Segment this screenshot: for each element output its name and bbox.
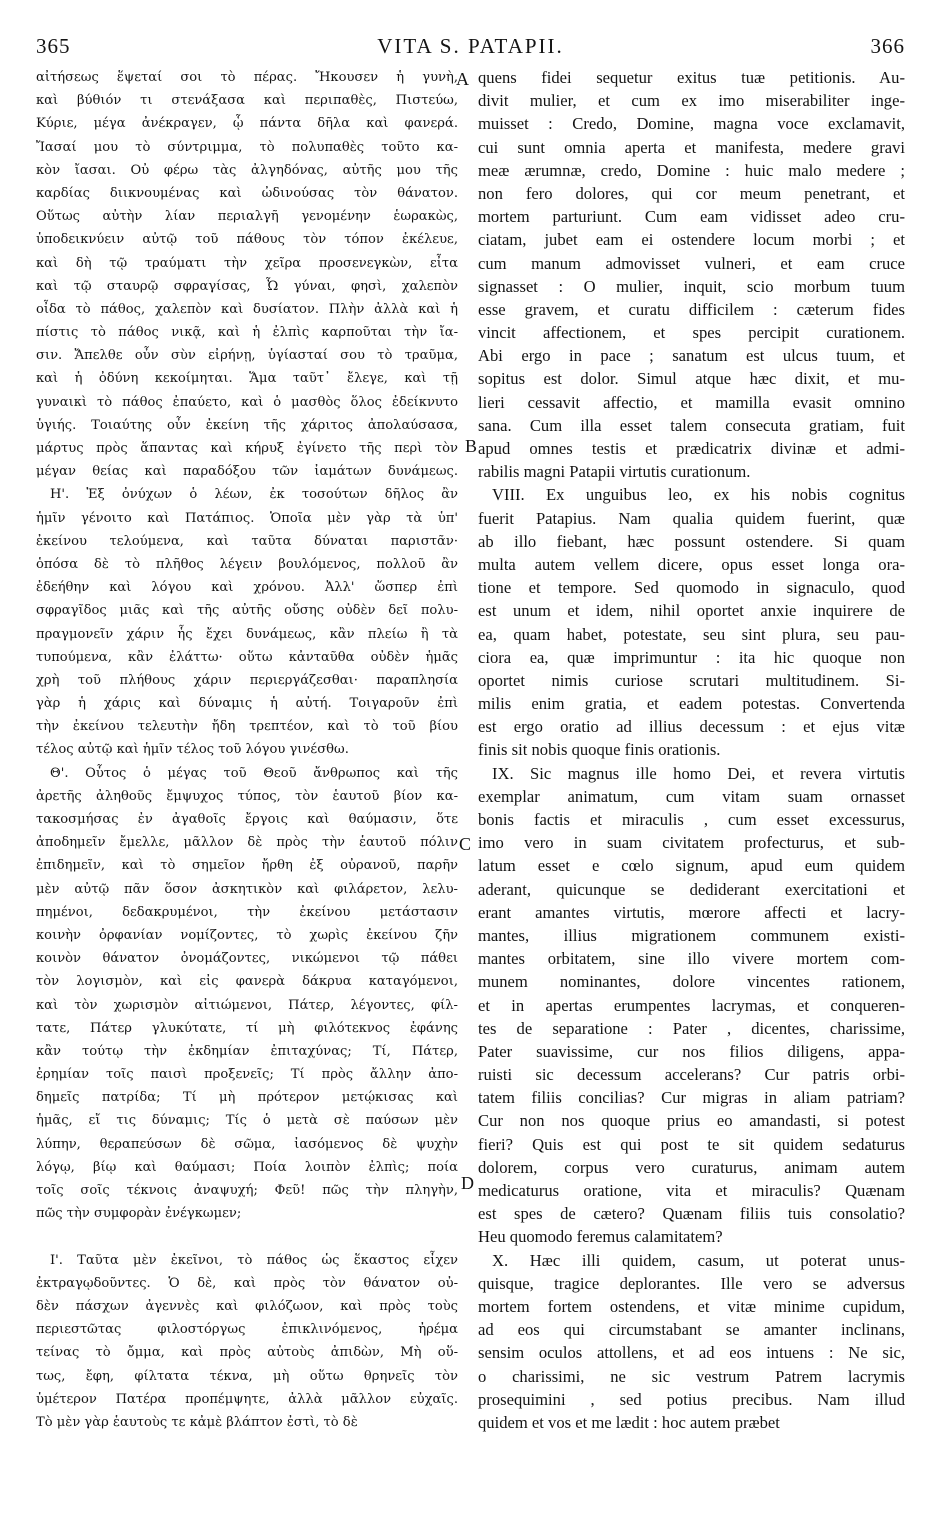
greek-text-line: μάρτυς πρὸς ἅπαντας καὶ κήρυξ ἐγίνετο τῆς περὶ τὸν [36, 441, 458, 456]
greek-text-line: χρὴ τοῦ πλήθους χάριν περιεργάζεσθαι· παραπλησία [36, 672, 458, 688]
greek-text-column [36, 66, 458, 1434]
greek-text-line: τὸν λογισμὸν, καὶ εἰς φανερὰ δάκρυα καταγόμενοι, [36, 974, 458, 990]
latin-text-line: mortem parturiunt. Cum eam vidisset adeo cru- [478, 207, 905, 227]
greek-text-line: κὸν ἴασαι. Οὐ φέρω τὰς ἀλγηδόνας, αὐτῆς μου τῆς [36, 162, 458, 178]
greek-text-line: Ἴασαί μου τὸ σύντριμμα, τὸ πολυπαθὲς τοῦτο κα- [36, 139, 458, 155]
section-marker-d: D [461, 1173, 474, 1193]
latin-text-line: exemplar animatum, cum vitam suam ornasset [478, 786, 905, 806]
latin-text-line: non fero dolores, qui cor meum penetrant, et [478, 183, 905, 203]
greek-text-line: οἶδα τὸ πάθος, χαλεπὸν καὶ δυσίατον. Πλὴν ἀλλὰ καὶ ἡ [36, 301, 458, 317]
greek-text-line: δὲν πάσχων ἀγεννὲς καὶ φιλόζωον, καὶ πρὸς τοὺς [36, 1298, 458, 1314]
greek-text-line: Η'. Ἐξ ὀνύχων ὁ λέων, ἐκ τοσούτων δῆλος ἂν [50, 487, 458, 503]
latin-text-column [478, 66, 905, 1434]
greek-text-line: ἐπιδημεῖν, καὶ τὸ σημεῖον ἤρθη ἐξ οὐρανοῦ, παρῆν [36, 858, 458, 874]
latin-text-line: esse gravem, et curatu difficilem : cæterum fides [478, 299, 905, 319]
latin-text-line: quisque, tragice deplorantes. Ille vero se adversus [478, 1273, 905, 1293]
greek-text-line: καὶ βύθιόν τι στενάξασα καὶ περιπαθὲς, Πιστεύω, [36, 93, 458, 109]
latin-text-line: Heu quomodo feremus calamitatem? [478, 1227, 723, 1247]
latin-text-line: rabilis magni Patapii virtutis curationum. [478, 462, 751, 482]
running-title: VITA S. PATAPII. [377, 34, 564, 58]
greek-text-line: τατε, Πάτερ γλυκύτατε, τί μὴ φιλότεκνος ἐφάνης [36, 1020, 458, 1036]
greek-text-line: γὰρ ἡ χάρις καὶ δύναμις ἡ αὐτή. Τοιγαροῦν ἐπὶ [36, 696, 458, 712]
greek-text-line: ἐκείνου τελούμενα, καὶ ταῦτα δύναται παριστᾶν· [36, 533, 458, 549]
latin-text-line: ciatam, jubet eam ei ostendere locum morbi ; et [478, 230, 905, 250]
latin-text-line: aderant, quicunque se dediderant exercitationi et [478, 879, 905, 899]
greek-blank-line [36, 1225, 458, 1248]
latin-text-line: cum manum admovisset vulneri, et eam cruce [478, 253, 905, 273]
latin-text-line: tione et tempore. Sed quomodo in signaculo, quod [478, 578, 905, 598]
latin-text-line: IX. Sic magnus ille homo Dei, et revera virtutis [492, 763, 905, 783]
section-marker-a: A [456, 69, 469, 89]
latin-text-line: X. Hæc illi quidem, casum, ut poterat unus- [492, 1250, 905, 1270]
greek-text-line: τοῖς σοῖς τέκνοις ἀναψυχή; Φεῦ! πῶς τὴν πληγὴν, [36, 1183, 458, 1198]
latin-text-line: dolorem, corpus vero curaturus, animam autem [478, 1157, 905, 1177]
greek-text-line: τυπούμενα, κἂν ἐλάττω· οὕτω κἀνταῦθα οὐδὲν ἡμᾶς [36, 649, 458, 665]
greek-text-line: κοινὴν ὀρφανίαν νομίζοντες, τὸ χωρὶς ἐκείνου ζῆν [36, 927, 458, 943]
latin-text-line: fieri? Quis est qui post te sit quidem sedaturus [478, 1134, 905, 1154]
latin-text-line: ruisti sic decessum accelerans? Cur patris orbi- [478, 1065, 905, 1085]
greek-text-line: περιεστῶτας φιλοστόργως ἐπικλινόμενος, ἠρέμα [36, 1322, 458, 1338]
greek-text-line: ἐκτραγῳδοῦντες. Ὁ δὲ, καὶ πρὸς τὸν θάνατον οὐ- [36, 1275, 458, 1291]
greek-text-line: δημεῖς πατρίδα; Τί μὴ πρότερον μετῴκισας καὶ [36, 1090, 458, 1106]
latin-text-line: ciora ea, quæ imprimuntur : ita hic quoque non [478, 647, 905, 667]
greek-text-line: αἰτήσεως ἕψεταί σοι τὸ πέρας. Ἤκουσεν ἡ γυνὴ, [36, 70, 458, 85]
greek-text-line: Κύριε, μέγα ἀνέκραγεν, ᾧ πάντα δῆλα καὶ φανερά. [36, 116, 458, 132]
greek-text-line: σφραγῖδος μιᾶς καὶ τῆς αὐτῆς οὔσης οὐδὲν δεῖ πολυ- [36, 603, 458, 619]
latin-text-line: ad eos qui circumstabant se amanter inclinans, [478, 1320, 905, 1340]
latin-text-line: signasset : O mulier, inquit, scio morbum tuum [478, 276, 905, 296]
latin-text-line: VIII. Ex unguibus leo, ex his nobis cognitus [492, 485, 905, 505]
latin-text-line: multa autem vellem dicere, opus esset longa ora- [478, 554, 905, 574]
greek-text-line: λόγῳ, βίῳ καὶ θαύμασι; Ποία λοιπὸν ἐλπὶς; ποία [36, 1159, 458, 1175]
latin-text-line: apud omnes testis et prædicatrix divinæ et admi- [478, 439, 905, 458]
greek-text-line: ὑποδεικνύειν αὐτῷ τοῦ πάθους τὸν τόπον ἐκέλευε, [36, 232, 458, 248]
latin-text-line: est spes de cætero? Quænam filiis tuis consolatio? [478, 1204, 905, 1224]
greek-text-line: ἐρημίαν τοῖς παισὶ προξενεῖς; Τί πρὸς ἄλλην ἀπο- [36, 1067, 458, 1083]
greek-text-line: τακοσμήσας ἐν ἀγαθοῖς ἔργοις καὶ θαύμασιν, ὅτε [36, 812, 458, 827]
latin-text-line: Abi ergo in pace ; sanatum est ulcus tuum, et [478, 346, 905, 366]
latin-text-line: divit mulier, et cum ex imo miserabiliter inge- [478, 91, 905, 111]
greek-text-line: μέγαν θείας καὶ παραδόξου τῶν ἰαμάτων δυνάμεως. [36, 464, 458, 480]
latin-text-line: lieri cessavit affectio, et mamilla evasit omnino [478, 392, 905, 412]
latin-text-line: mortem fortem ostendens, et vitæ minime cupidum, [478, 1296, 905, 1316]
greek-text-line: κοινὸν θάνατον ὀνομάζοντες, νικώμενοι τῷ πάθει [36, 951, 458, 967]
latin-text-line: ab illo fiebant, hæc possunt ostendere. Si quam [478, 531, 905, 551]
latin-text-line: bonis factis et miraculis , cum esset excessurus, [478, 810, 905, 829]
latin-text-line: sensim oculos attollens, et ad eos intuens : Ne sic, [478, 1343, 905, 1363]
greek-text-line: κἂν τούτῳ τὴν ἐκδημίαν ἐπιταχύνας; Τί, Πάτερ, [36, 1043, 458, 1059]
latin-text-line: vincit affectionem, et spes percipit curationem. [478, 323, 905, 343]
greek-text-line: πραγμονεῖν χάριν ἧς ἔχει δυνάμεως, κἂν πλείω ἢ τὰ [36, 626, 458, 642]
latin-text-line: est unum et idem, nihil oportet anxie inquirere de [478, 601, 905, 621]
greek-text-line: ἀρετῆς ἀληθοῦς ἔμψυχος τύπος, τὸν ἑαυτοῦ βίον κα- [36, 788, 458, 804]
greek-text-line: γυναικὶ τὸ πάθος ἐπαύετο, καὶ ὁ μασθὸς ὅλος ἐδείκνυτο [36, 394, 458, 410]
latin-text-line: Cur non nos quoque prius eo amandasti, si potest [478, 1111, 905, 1131]
greek-text-line: καὶ τῷ σταυρῷ σφραγίσας, Ὦ γύναι, φησὶ, χαλεπὸν [36, 278, 458, 294]
latin-text-line: sopitus est dolor. Simul atque hæc dixit, et mu- [478, 369, 905, 389]
latin-text-line: o charissimi, ne sic vestrum Patrem lacrymis [478, 1366, 905, 1386]
greek-text-line: καρδίας διικνουμένας καὶ ὠδινούσας τὸν θάνατον. [36, 185, 458, 201]
latin-text-line: Pater suavissime, cur nos filios diligens, appa- [478, 1041, 905, 1061]
greek-text-line: τείνας τὸ ὄμμα, καὶ πρὸς αὐτοὺς ἀπιδὼν, Μὴ οὕ- [36, 1345, 458, 1361]
latin-text-line: medicaturus oratione, vita et miraculis? Quænam [478, 1181, 905, 1200]
latin-text-line: milis enim gratia, et eadem potestas. Convertenda [478, 694, 905, 714]
greek-text-line: σιν. Ἄπελθε οὖν σὺν εἰρήνῃ, ὑγίασταί σου τὸ τραῦμα, [36, 348, 458, 364]
greek-text-line: μὲν αὐτῷ πᾶν ὅσον ἀσκητικὸν καὶ φιλάρετον, λελυ- [36, 881, 458, 897]
greek-text-line: ὑγιής. Τοιαύτης οὖν ἐκείνη τῆς χάριτος ἀπολαύσασα, [36, 417, 458, 433]
greek-text-line: ὁπόσα δὲ τὸ πλῆθος λέγειν βουλόμενος, πολλοῦ ἂν [36, 556, 458, 572]
latin-text-line: ea, quam habet, potestate, seu sint plura, seu pau- [478, 624, 905, 644]
running-header [36, 34, 905, 60]
latin-text-line: est ergo oratio ad illius decessum : et ejus vitæ [478, 717, 905, 737]
latin-text-line: et in apertas erumpentes lacrymas, et conqueren- [478, 995, 905, 1015]
latin-text-line: prosequimini , sed potius precibus. Nam illud [478, 1389, 905, 1409]
greek-text-line: ὑμέτερον Πατέρα προπέμψητε, ἀλλὰ μᾶλλον εὐχαῖς. [36, 1391, 458, 1407]
greek-text-line: καὶ τὸν χωρισμὸν αἰτιώμενοι, Πάτερ, λέγοντες, φίλ- [36, 997, 458, 1013]
greek-text-line: ἐδεήθην καὶ λόγου καὶ χρόνου. Ἀλλ' ὥσπερ ἐπὶ [36, 580, 458, 596]
greek-text-line: Οὕτως αὐτὴν λίαν περιαλγῆ γενομένην ἑωρακὼς, [36, 209, 458, 225]
greek-text-line: λύπην, θεραπεύσων δὲ σῶμα, ἰασόμενος δὲ ψυχὴν [36, 1136, 458, 1152]
latin-text-line: muisset : Credo, Domine, magna voce exclamavit, [478, 114, 905, 134]
latin-text-line: erant amantes virtutis, mœrore affecti et lacry- [478, 902, 905, 922]
section-marker-b: B [465, 436, 478, 456]
latin-text-line: oportet nimis curiose scrutari multitudinem. Si- [478, 670, 905, 690]
latin-text-line: tatem filiis concilias? Cur migras in aliam patriam? [478, 1088, 905, 1108]
latin-text-line: mantes, illius migrationem communem existi- [478, 925, 905, 945]
latin-text-line: quens fidei sequetur exitus tuæ petitionis. Au- [478, 68, 905, 87]
greek-text-line: πημένοι, δεδακρυμένοι, τὴν ἐκείνου μετάστασιν [36, 904, 458, 920]
greek-text-line: Τὸ μὲν γὰρ ἑαυτοὺς τε κἀμὲ βλάπτον ἐστὶ, τὸ δὲ [36, 1414, 358, 1430]
section-marker-c: C [459, 834, 472, 854]
greek-text-line: καὶ ἡ ὀδύνη κεκοίμηται. Ἅμα ταῦτ᾽ ἔλεγε, καὶ τῇ [36, 371, 458, 387]
greek-text-line: ἡμᾶς, εἴ τις δύναμις; Τίς ὁ μετὰ σὲ παύσων μὲν [36, 1113, 458, 1129]
greek-text-line: πίστις τὸ πάθος νικᾷ, καὶ ἡ ἐλπὶς καρποῦται τὴν ἴα- [36, 325, 458, 341]
greek-text-line: καὶ δὴ τῷ τραύματι τὴν χεῖρα προσενεγκὼν, εἶτα [36, 255, 458, 271]
page-number-right: 366 [870, 34, 905, 58]
greek-text-line: τέλος αὐτῷ καὶ ἡμῖν τέλος τοῦ λόγου γινέσθω. [36, 742, 349, 758]
latin-text-line: mantes orbitatem, sine illo vivere mortem com- [478, 949, 905, 969]
page-number-left: 365 [36, 34, 71, 58]
latin-text-line: imo vero in suam civitatem profecturus, et sub- [478, 833, 905, 853]
latin-text-line: latum esset e cœlo signum, apud eum quidem [478, 856, 905, 876]
greek-text-line: Θ'. Οὗτος ὁ μέγας τοῦ Θεοῦ ἄνθρωπος καὶ τῆς [50, 765, 458, 781]
greek-text-line: πῶς τὴν συμφορὰν ἐνέγκωμεν; [36, 1206, 242, 1222]
latin-text-line: quidem et vos et me lædit : hoc autem præbet [478, 1412, 780, 1432]
greek-text-line: τως, ἔφη, φίλτατα τέκνα, μὴ οὕτω θρηνεῖς τὸν [36, 1368, 458, 1384]
latin-text-line: sana. Cum illa esset talem consecuta gratiam, fuit [478, 415, 905, 435]
greek-text-line: ἡμῖν γένοιτο καὶ Πατάπιος. Ὁποῖα μὲν γὰρ τὰ ὑπ' [36, 510, 458, 526]
greek-text-line: Ι'. Ταῦτα μὲν ἐκεῖνοι, τὸ πάθος ὡς ἕκαστος εἶχεν [50, 1252, 458, 1268]
greek-text-line: ἀποδημεῖν ἔμελλε, μᾶλλον δὲ πρὸς τὴν ἑαυτοῦ πόλιν [36, 835, 458, 851]
latin-text-line: finis sit nobis quoque finis orationis. [478, 740, 721, 760]
greek-text-line: τὴν ἐκείνου τελευτὴν ἤδη τρεπτέον, καὶ τὸ τοῦ βίου [36, 719, 458, 735]
latin-text-line: fuerit Patapius. Nam qualia quidem fuerint, quæ [478, 508, 905, 528]
latin-text-line: tes de separatione : Pater , dicentes, charissime, [478, 1018, 905, 1038]
latin-text-line: cui sunt omnia aperta et manifesta, medere gravi [478, 137, 905, 157]
latin-text-line: meæ ærumnæ, credo, Domine : huic malo medere ; [478, 160, 905, 180]
latin-text-line: munem nominantes, dolore vincentes rationem, [478, 972, 905, 992]
